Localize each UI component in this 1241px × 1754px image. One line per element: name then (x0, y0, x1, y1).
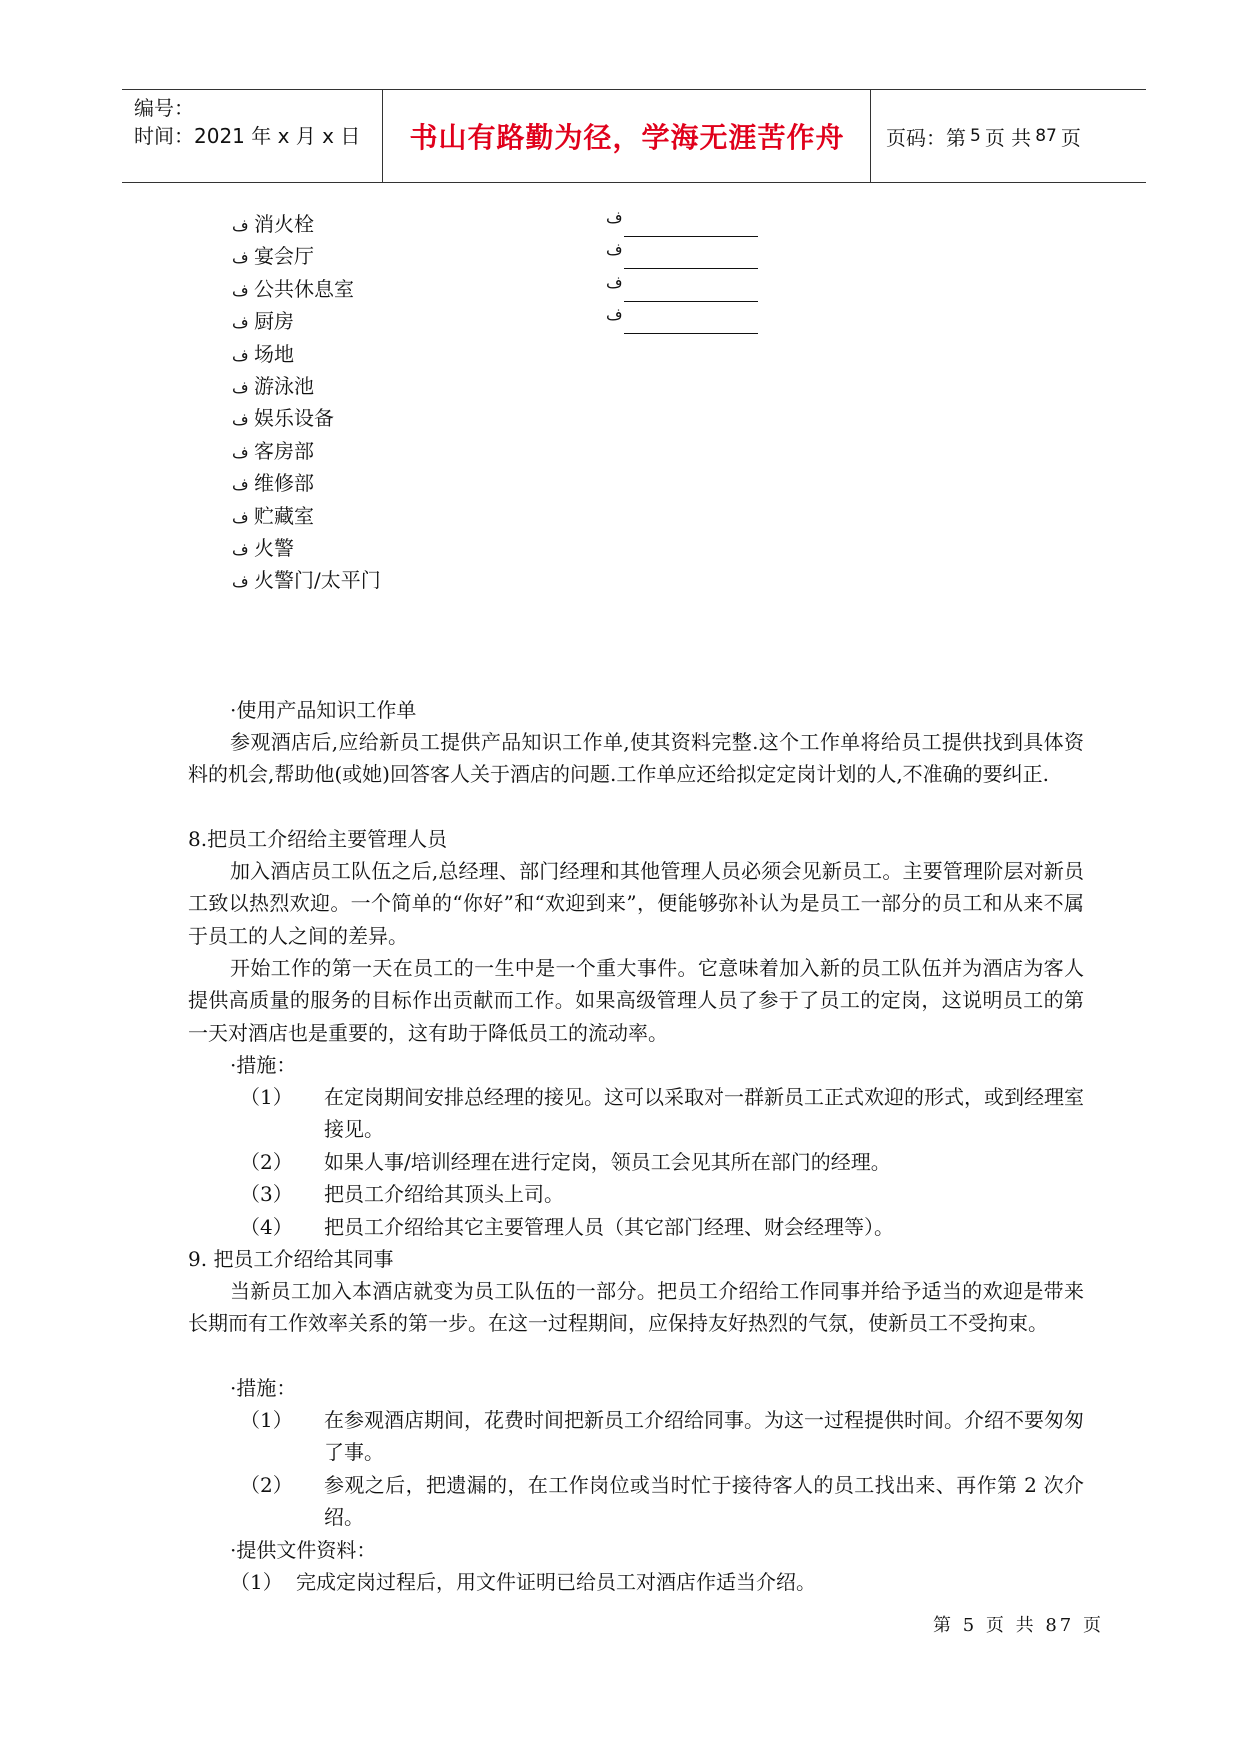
paragraph-first-day: 开始工作的第一天在员工的一生中是一个重大事件。它意味着加入新的员工队伍并为酒店为客人提供高质量的服务的目标作出贡献而工作。如果高级管理人员了参于了员工的定岗，这说明员工的第一天对酒店也是重要的，这有助于降低员工的流动率。 (188, 956, 1084, 1045)
measure-item (240, 1211, 1084, 1245)
measure-number: （2） (240, 1473, 293, 1497)
checkbox-mark-icon: ف (232, 345, 249, 365)
measure-item (240, 1469, 1084, 1539)
checkbox-mark-icon: ف (232, 313, 249, 333)
checkbox-mark-icon: ف (232, 410, 249, 430)
checklist-item (232, 532, 381, 564)
checkbox-mark-icon: ف (232, 475, 249, 495)
checklist-item (232, 338, 381, 370)
measure-item (240, 1178, 1084, 1212)
measure-number: （4） (240, 1215, 293, 1239)
checklist-item-label: 贮藏室 (254, 503, 314, 528)
checkbox-mark-icon: ف (232, 248, 249, 268)
checklist-item-label: 娱乐设备 (254, 406, 334, 431)
checklist-item-label: 宴会厅 (254, 244, 314, 269)
measure-text: 把员工介绍给其顶头上司。 (324, 1182, 564, 1206)
measure-number: （2） (240, 1150, 293, 1174)
checklist-item (232, 240, 381, 272)
time-label: 时间：2021 年 x 月 x 日 (134, 124, 361, 148)
page-mid: 页 共 (984, 125, 1032, 150)
docs-item-text: 完成定岗过程后，用文件证明已给员工对酒店作适当介绍。 (296, 1570, 816, 1594)
blank-line (624, 301, 758, 302)
measure-item (240, 1081, 1084, 1151)
checklist-item-label: 游泳池 (254, 373, 314, 398)
blank-line (624, 268, 758, 269)
measure-item (240, 1146, 1084, 1180)
checklist-item-label: 客房部 (254, 438, 314, 463)
checklist-item (232, 305, 381, 337)
checkbox-mark-icon: ف (232, 280, 249, 300)
checklist-item (232, 370, 381, 402)
paragraph-worksheet: 参观酒店后,应给新员工提供产品知识工作单,使其资料完整.这个工作单将给员工提供找到具体资料的机会,帮助他(或她)回答客人关于酒店的问题.工作单应还给拟定定岗计划的人,不准确的要纠正. (188, 730, 1084, 787)
checkbox-mark-icon: ف (232, 377, 249, 397)
header-motto: 书山有路勤为径，学海无涯苦作舟 (384, 90, 871, 182)
blank-entry (606, 240, 628, 272)
page-header (122, 89, 1146, 183)
measures-title-1: ·措施： (230, 1053, 297, 1077)
blank-line (624, 236, 758, 237)
page-total: 87 (1035, 126, 1057, 146)
blank-line (624, 333, 758, 334)
bullet-product-worksheet: ·使用产品知识工作单 (230, 698, 417, 722)
measure-number: （1） (240, 1408, 293, 1432)
page-prefix: 页码：第 (886, 125, 966, 150)
checklist-item-label: 消火栓 (254, 212, 314, 236)
measure-text: 在定岗期间安排总经理的接见。这可以采取对一群新员工正式欢迎的形式，或到经理室接见。 (324, 1085, 1084, 1142)
checklist-item (232, 467, 381, 499)
measure-number: （1） (240, 1085, 293, 1109)
page-footer: 第 5 页 共 87 页 (933, 1615, 1104, 1636)
checkbox-mark-icon: ف (606, 305, 623, 325)
measure-item (240, 1404, 1084, 1474)
blank-entry (606, 208, 628, 240)
section-8-title: 8.把员工介绍给主要管理人员 (188, 827, 448, 851)
checklist-item-label: 火警门/太平门 (254, 568, 381, 593)
header-meta (122, 90, 383, 182)
paragraph-coworkers: 当新员工加入本酒店就变为员工队伍的一部分。把员工介绍给工作同事并给予适当的欢迎是带来长期而有工作效率关系的第一步。在这一过程期间，应保持友好热烈的气氛，使新员工不受拘束。 (188, 1279, 1084, 1336)
docs-item (230, 1566, 1084, 1600)
blank-entry (606, 305, 628, 337)
header-page-info (886, 90, 1081, 182)
checklist-blanks (606, 208, 628, 338)
checkbox-mark-icon: ف (232, 442, 249, 462)
docs-item-number: （1） (230, 1570, 283, 1594)
blank-entry (606, 273, 628, 305)
checkbox-mark-icon: ف (606, 272, 623, 292)
checkbox-mark-icon: ف (232, 539, 249, 559)
checklist-item (232, 435, 381, 467)
checkbox-mark-icon: ف (606, 240, 623, 260)
measure-number: （3） (240, 1182, 293, 1206)
section-9-title: 9. 把员工介绍给其同事 (188, 1247, 394, 1271)
checklist-item (232, 500, 381, 532)
page-suffix: 页 (1060, 125, 1081, 150)
checkbox-mark-icon: ف (606, 208, 623, 227)
checklist-item-label: 场地 (254, 341, 294, 366)
checklist-item-label: 火警 (254, 535, 294, 560)
checklist-item (232, 208, 381, 240)
measure-text: 参观之后，把遗漏的，在工作岗位或当时忙于接待客人的员工找出来、再作第 2 次介绍。 (324, 1473, 1084, 1530)
checklist-item (232, 564, 381, 596)
serial-label: 编号： (134, 96, 194, 120)
checklist-item (232, 402, 381, 434)
checklist-item (232, 273, 381, 305)
checkbox-mark-icon: ف (232, 572, 249, 592)
checklist-item-label: 公共休息室 (254, 276, 354, 301)
measure-text: 把员工介绍给其它主要管理人员（其它部门经理、财会经理等）。 (324, 1215, 894, 1239)
measure-text: 如果人事/培训经理在进行定岗，领员工会见其所在部门的经理。 (324, 1150, 891, 1174)
measures-title-2: ·措施： (230, 1376, 297, 1400)
paragraph-welcome: 加入酒店员工队伍之后,总经理、部门经理和其他管理人员必须会见新员工。主要管理阶层对新员工致以热烈欢迎。一个简单的“你好”和“欢迎到来”，便能够弥补认为是员工一部分的员工和从来不属于员工的人之间的差异。 (188, 859, 1084, 948)
measure-text: 在参观酒店期间，花费时间把新员工介绍给同事。为这一过程提供时间。介绍不要匆匆了事。 (324, 1408, 1084, 1465)
checkbox-mark-icon: ف (232, 507, 249, 527)
checklist (232, 208, 381, 597)
checklist-item-label: 厨房 (254, 309, 294, 334)
checklist-item-label: 维修部 (254, 471, 314, 496)
docs-title: ·提供文件资料： (230, 1538, 377, 1562)
page-number: 5 (970, 126, 981, 146)
checkbox-mark-icon: ف (232, 216, 249, 235)
